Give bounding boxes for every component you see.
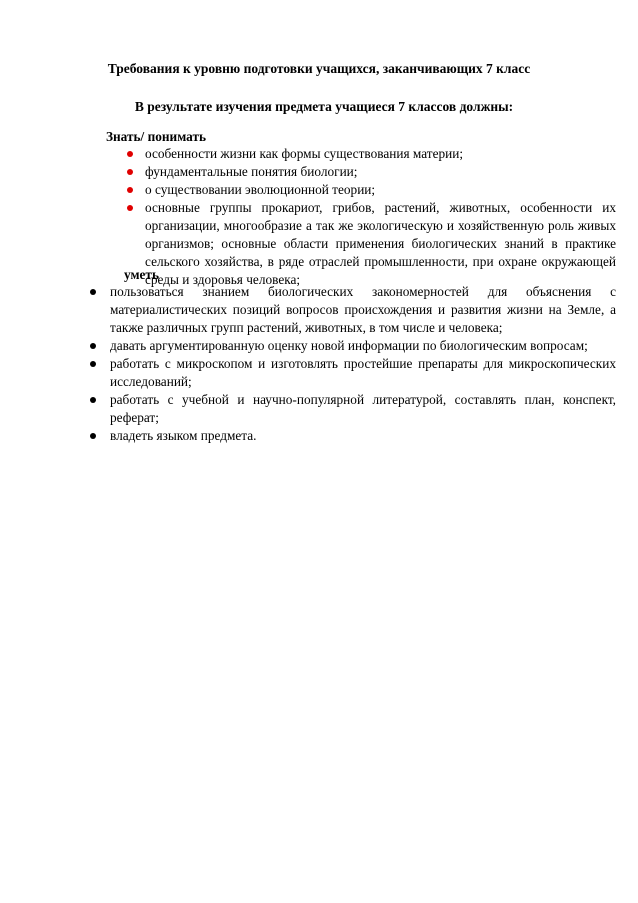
list-item bbox=[86, 355, 616, 391]
list-item bbox=[86, 427, 616, 445]
red-bullet-icon bbox=[127, 151, 133, 157]
list-item bbox=[86, 283, 616, 337]
list-item bbox=[124, 181, 616, 199]
red-bullet-icon bbox=[127, 169, 133, 175]
list-item-text: работать с учебной и научно-популярной литературой, составлять план, конспект, реферат; bbox=[110, 392, 616, 425]
black-bullet-icon bbox=[90, 433, 96, 439]
able-list bbox=[86, 283, 616, 445]
black-bullet-icon bbox=[90, 361, 96, 367]
able-heading: уметь bbox=[124, 267, 159, 282]
document-title: Требования к уровню подготовки учащихся, заканчивающих 7 класс bbox=[107, 61, 531, 76]
list-item bbox=[86, 337, 616, 355]
list-item-text: пользоваться знанием биологических закономерностей для объяснения с материалистических позиций вопросов происхождения и развития жизни на Земле, а также различных групп растений, животных, в том числе и человека; bbox=[110, 284, 616, 335]
list-item bbox=[124, 163, 616, 181]
list-item-text: особенности жизни как формы существования материи; bbox=[145, 146, 464, 161]
list-item-text: давать аргументированную оценку новой информации по биологическим вопросам; bbox=[110, 338, 588, 353]
black-bullet-icon bbox=[90, 397, 96, 403]
list-item-text: владеть языком предмета. bbox=[110, 428, 257, 443]
red-bullet-icon bbox=[127, 187, 133, 193]
black-bullet-icon bbox=[90, 289, 96, 295]
black-bullet-icon bbox=[90, 343, 96, 349]
red-bullet-icon bbox=[127, 205, 133, 211]
list-item-text: фундаментальные понятия биологии; bbox=[145, 164, 358, 179]
know-list bbox=[124, 145, 616, 289]
list-item bbox=[124, 145, 616, 163]
list-item-text: основные группы прокариот, грибов, растений, животных, особенности их организации, многообразие а так же экологическую и хозяйственную роль живых организмов; основные области применения биологических знаний в практике сельского хозяйства, в ряде отраслей промышленности, при охране окружающей среды и здоровья человека; bbox=[145, 200, 616, 287]
document-subtitle: В результате изучения предмета учащиеся 7 классов должны: bbox=[134, 99, 514, 114]
list-item bbox=[86, 391, 616, 427]
list-item bbox=[124, 199, 616, 289]
know-heading: Знать/ понимать bbox=[106, 129, 207, 144]
list-item-text: работать с микроскопом и изготовлять простейшие препараты для микроскопических исследований; bbox=[110, 356, 616, 389]
list-item-text: о существовании эволюционной теории; bbox=[145, 182, 376, 197]
